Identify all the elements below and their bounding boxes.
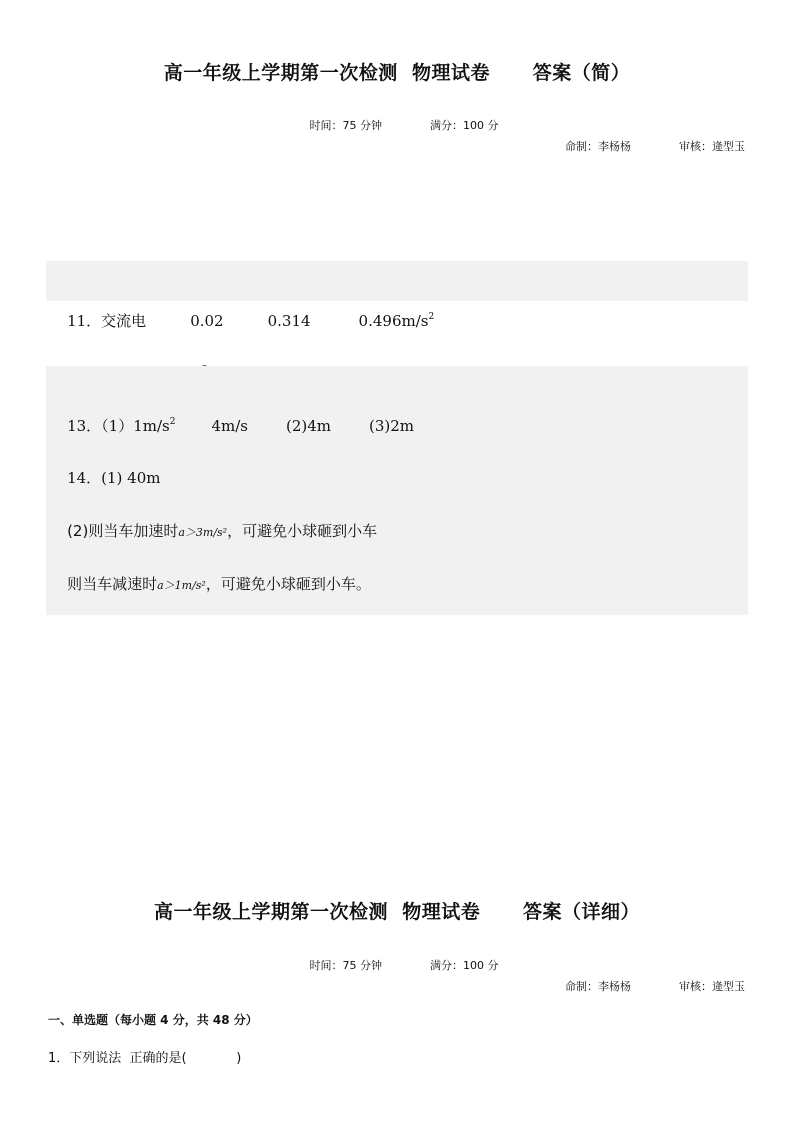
q12-answer-row [46, 314, 748, 354]
detail-time: 时间：75 分钟 [309, 959, 382, 972]
q14-line-3-text-a: 则当车减速时 [67, 575, 158, 593]
q14-line-3 [46, 524, 748, 593]
detail-title: 高一年级上学期第一次检测 物理试卷 答案（详细） [154, 901, 640, 923]
q14-line-2-text-b: ，可避免小球砸到小车 [227, 522, 378, 540]
q14-line-2-text-a: (2)则当车加速时 [67, 522, 179, 540]
q14-line-2 [46, 471, 748, 540]
q11-answer-4-exponent: 2 [428, 312, 435, 322]
q13-part-1-exponent: 2 [169, 417, 176, 427]
q13-part-1: （1）1m/s [101, 417, 170, 435]
q11-answer-4: 0.496m/s [358, 312, 429, 330]
q14-part-1: 14．(1) 40m [67, 469, 161, 487]
detail-reviewer: 审核：逄型玉 [679, 980, 745, 993]
detail-score: 满分：100 分 [430, 959, 499, 972]
brief-credits [565, 138, 745, 154]
q11-answer-row [46, 261, 748, 330]
q11-answer-1: 交流电 [101, 312, 147, 330]
detail-author: 命制：李杨杨 [565, 980, 631, 993]
q13-part-2: (2)4m [286, 417, 332, 435]
detail-credits [565, 978, 745, 994]
q14-line-1 [46, 418, 748, 487]
q13-answer-row [46, 366, 748, 435]
brief-time: 时间：75 分钟 [309, 119, 382, 132]
question-1-stem: 1．下列说法 正确的是( ) [48, 1051, 242, 1066]
q14-line-3-text-b: ，可避免小球砸到小车。 [205, 575, 371, 593]
brief-reviewer: 审核：逄型玉 [679, 140, 745, 153]
q11-answer-3: 0.314 [267, 312, 311, 330]
q11-num: 11． [67, 312, 102, 330]
q13-part-3: (3)2m [369, 417, 415, 435]
q13-part-1b: 4m/s [211, 417, 248, 435]
q14-line-3-formula: a＞1m/s² [157, 579, 206, 592]
brief-title: 高一年级上学期第一次检测 物理试卷 答案（简） [163, 62, 631, 84]
q14-line-2-formula: a＞3m/s² [178, 526, 228, 539]
section-heading-single-choice: 一、单选题（每小题 4 分，共 48 分） [48, 1013, 258, 1027]
mc-answers-row [46, 210, 748, 250]
brief-score: 满分：100 分 [430, 119, 499, 132]
q11-answer-2: 0.02 [190, 312, 224, 330]
q13-num: 13． [67, 417, 102, 435]
brief-author: 命制：李杨杨 [565, 140, 631, 153]
